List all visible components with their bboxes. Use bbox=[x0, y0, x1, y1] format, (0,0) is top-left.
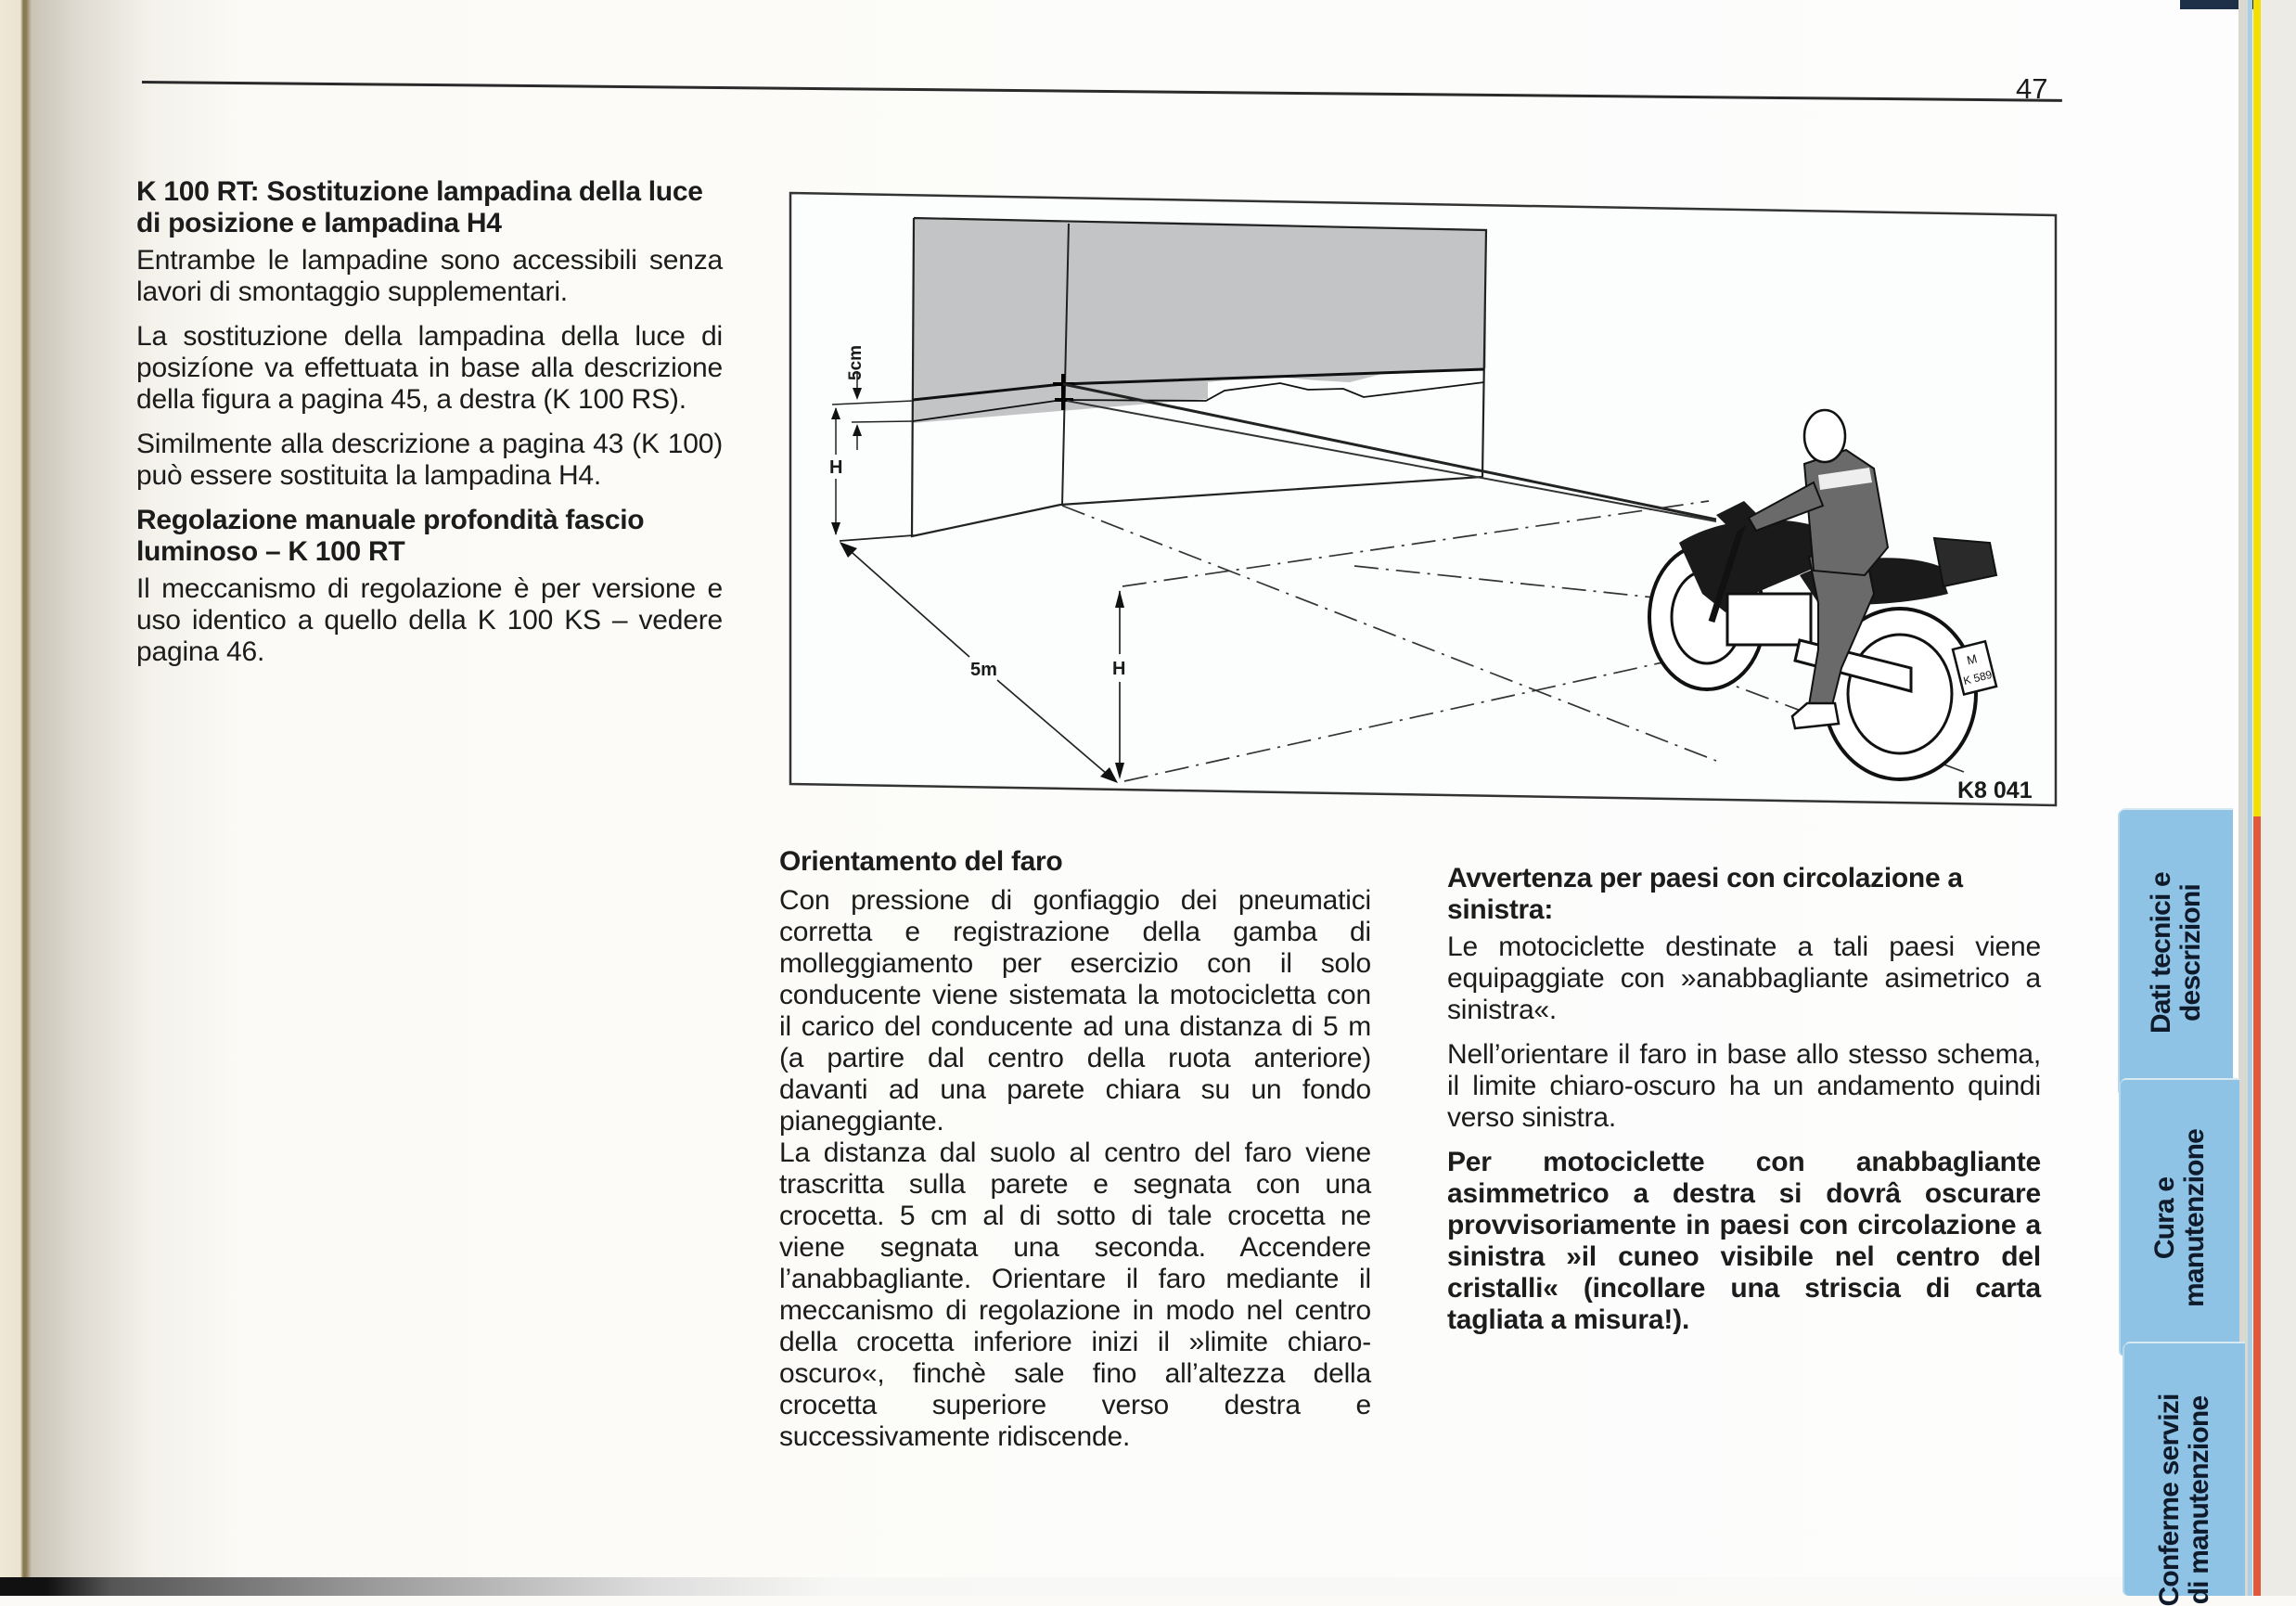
right-column bbox=[1447, 863, 2041, 1349]
paragraph: La distanza dal suolo al centro del faro viene trascritta sulla parete e segnata con una crocetta. 5 cm al di sotto di tale crocetta ne viene segnata una seconda. Accendere l’anabbagliante. Orientare il faro mediante il meccanismo di regolazione in modo nel centro della crocetta inferiore inizi il »limite chiaro-oscuro«, finchè sale fino all’altezza della crocetta superiore verso destra e successivamente ridiscende. bbox=[779, 1137, 1371, 1452]
paragraph: Entrambe le lampadine sono accessibili senza lavori di smontaggio supplementari. bbox=[136, 245, 723, 307]
tab-label-line: Conferme servizi bbox=[2154, 1394, 2185, 1606]
tab-label-line: manutenzione bbox=[2179, 1128, 2210, 1308]
tab-label-line: Cura e bbox=[2149, 1176, 2180, 1260]
figure-id-label: K8 041 bbox=[1957, 777, 2033, 803]
engine-block bbox=[1727, 594, 1811, 645]
section-heading: K 100 RT: Sostituzione lampadina della luce di posizione e lampadina H4 bbox=[136, 176, 703, 238]
offset-extension-line-lower bbox=[852, 421, 913, 422]
page-edge-yellow-marker bbox=[2253, 0, 2261, 816]
paragraph: La sostituzione della lampadina della luce di posizíone va effettuata in base alla descrizione della figura a pagina 45, a destra (K 100 RS). bbox=[136, 321, 723, 415]
tab-label-line: descrizioni bbox=[2175, 884, 2206, 1021]
left-column bbox=[136, 176, 723, 681]
tab-service-confirmations[interactable] bbox=[2124, 1343, 2245, 1606]
paragraph: Il meccanismo di regolazione è per versione e uso identico a quello della K 100 KS – vedere pagina 46. bbox=[136, 573, 723, 667]
middle-column bbox=[779, 846, 1371, 1466]
page-edge-outer bbox=[2261, 0, 2296, 1596]
paragraph: Nell’orientare il faro in base allo stesso schema, il limite chiaro-oscuro ha un andamento quindi verso sinistra. bbox=[1447, 1039, 2041, 1133]
tab-label-line: Dati tecnici e bbox=[2146, 872, 2176, 1034]
distance-label: 5m bbox=[970, 660, 997, 680]
page-number: 47 bbox=[2016, 72, 2048, 105]
tab-label-line: di manutenzione bbox=[2184, 1395, 2214, 1604]
bike-height-label: H bbox=[1112, 659, 1126, 679]
warning-paragraph: Per motociclette con anabbagliante asimmetrico a destra si dovrâ oscurare provvisoriamente in paesi con circolazione a sinistra »il cuneo visibile nel centro del cristalli« (incollare una striscia di carta tagliata a misura!). bbox=[1447, 1147, 2041, 1335]
tab-label bbox=[2147, 872, 2206, 1034]
section-heading: Regolazione manuale profondità fascio luminoso – K 100 RT bbox=[136, 505, 645, 567]
license-plate-line2: K 589 bbox=[1961, 667, 1994, 687]
section-heading: Orientamento del faro bbox=[779, 846, 1063, 877]
rider-head bbox=[1804, 410, 1845, 462]
tab-technical-data[interactable] bbox=[2120, 810, 2233, 1096]
tab-label bbox=[2150, 1129, 2210, 1307]
section-beam-adjustment bbox=[136, 505, 723, 668]
offset-label: 5cm bbox=[846, 344, 866, 380]
section-bulb-replacement bbox=[136, 176, 723, 492]
license-plate-line1: M bbox=[1965, 651, 1979, 668]
page-edge-red-marker bbox=[2253, 816, 2261, 1596]
page-bottom-shadow bbox=[0, 1577, 2296, 1596]
tab-care-maintenance[interactable] bbox=[2121, 1080, 2239, 1356]
wall-height-label: H bbox=[829, 457, 843, 478]
paragraph: Con pressione di gonfiaggio dei pneumatici corretta e registrazione della gamba di molleggiamento per esercizio con il solo conducente viene sistemata la motocicletta con il carico del conducente ad una distanza di 5 m (a partire dal centro della ruota anteriore) davanti ad una parete chiara su un fondo pianeggiante. bbox=[779, 885, 1371, 1137]
page-edge-blue bbox=[2248, 0, 2252, 1596]
paragraph: Similmente alla descrizione a pagina 43 (K 100) può essere sostituita la lampadina H4. bbox=[136, 429, 723, 491]
paragraph: Le motociclette destinate a tali paesi viene equipaggiate con »anabbagliante asimetrico a sinistra«. bbox=[1447, 931, 2041, 1025]
tab-label bbox=[2155, 1394, 2214, 1606]
section-heading: Avvertenza per paesi con circolazione a sinistra: bbox=[1447, 863, 1963, 925]
